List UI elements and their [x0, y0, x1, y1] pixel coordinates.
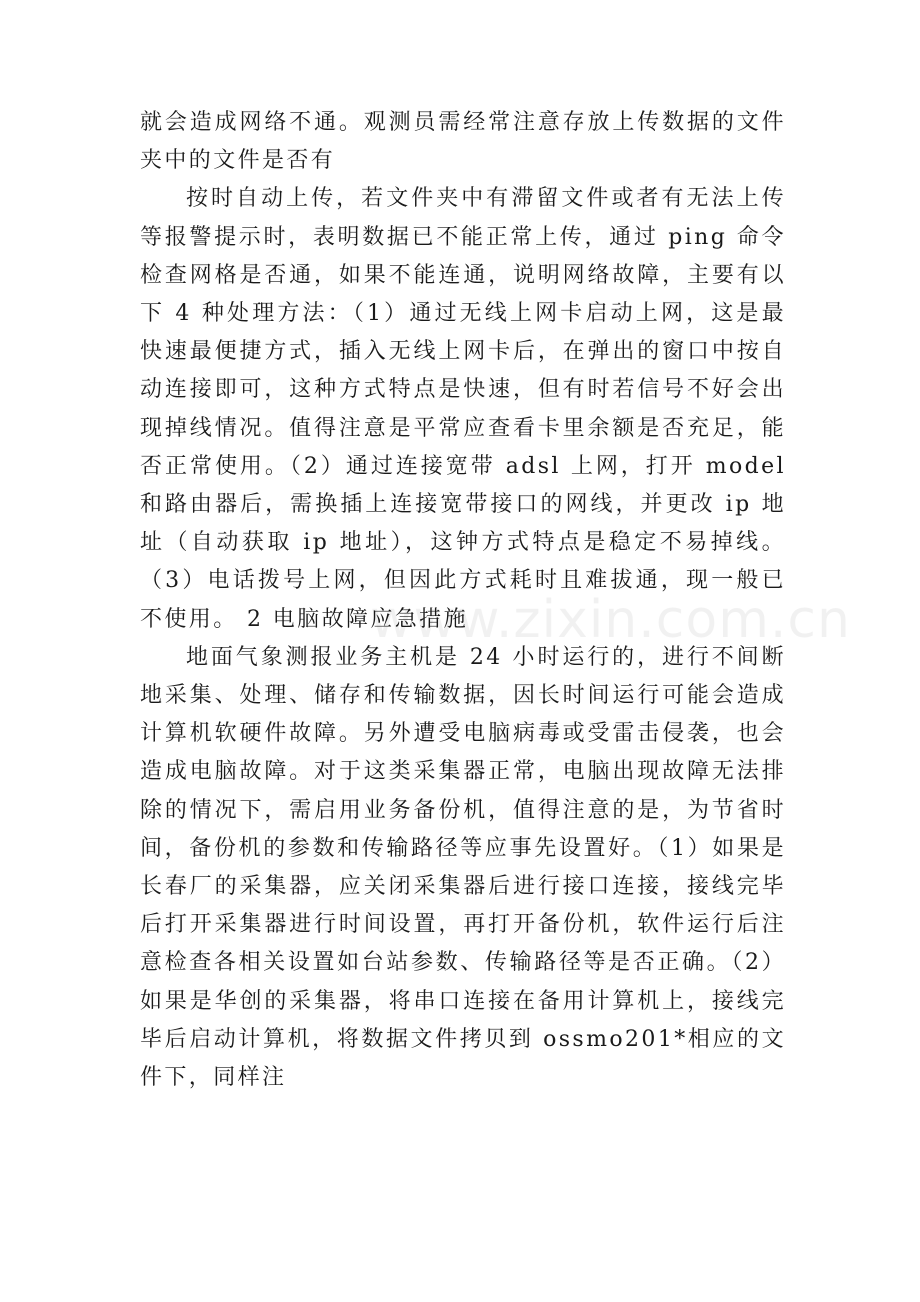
paragraph-3: 地面气象测报业务主机是 24 小时运行的，进行不间断地采集、处理、储存和传输数据，因长时间运行可能会造成计算机软硬件故障。另外遭受电脑病毒或受雷击侵袭，也会造成电脑故障。对于这类采集器正常，电脑出现故障无法排除的情况下，需启用业务备份机，值得注意的是，为节省时间，备份机的参数和传输路径等应事先设置好。（1）如果是长春厂的采集器，应关闭采集器后进行接口连接，接线完毕后打开采集器进行时间设置，再打开备份机，软件运行后注意检查各相关设置如台站参数、传输路径等是否正确。（2）如果是华创的采集器，将串口连接在备用计算机上，接线完毕后启动计算机，将数据文件拷贝到 ossmo201*相应的文件下，同样注	[140, 644, 786, 1091]
paragraph-2: 按时自动上传，若文件夹中有滞留文件或者有无法上传等报警提示时，表明数据已不能正常上传，通过 ping 命令检查网格是否通，如果不能连通，说明网络故障，主要有以下 4 种处理方法：（1）通过无线上网卡启动上网，这是最快速最便捷方式，插入无线上网卡后，在弹出的窗口中按自动连接即可，这种方式特点是快速，但有时若信号不好会出现掉线情况。值得注意是平常应查看卡里余额是否充足，能否正常使用。（2）通过连接宽带 adsl 上网，打开 model 和路由器后，需换插上连接宽带接口的网线，并更改 ip 地址（自动获取 ip 地址），这钟方式特点是稳定不易掉线。（3）电话拨号上网，但因此方式耗时且难拔通，现一般已不使用。 2 电脑故障应急措施	[140, 186, 786, 632]
document-body	[140, 104, 786, 1097]
watermark: www.zixin.com.cn	[370, 590, 851, 650]
paragraph-1: 就会造成网络不通。观测员需经常注意存放上传数据的文件夹中的文件是否有	[140, 110, 786, 174]
